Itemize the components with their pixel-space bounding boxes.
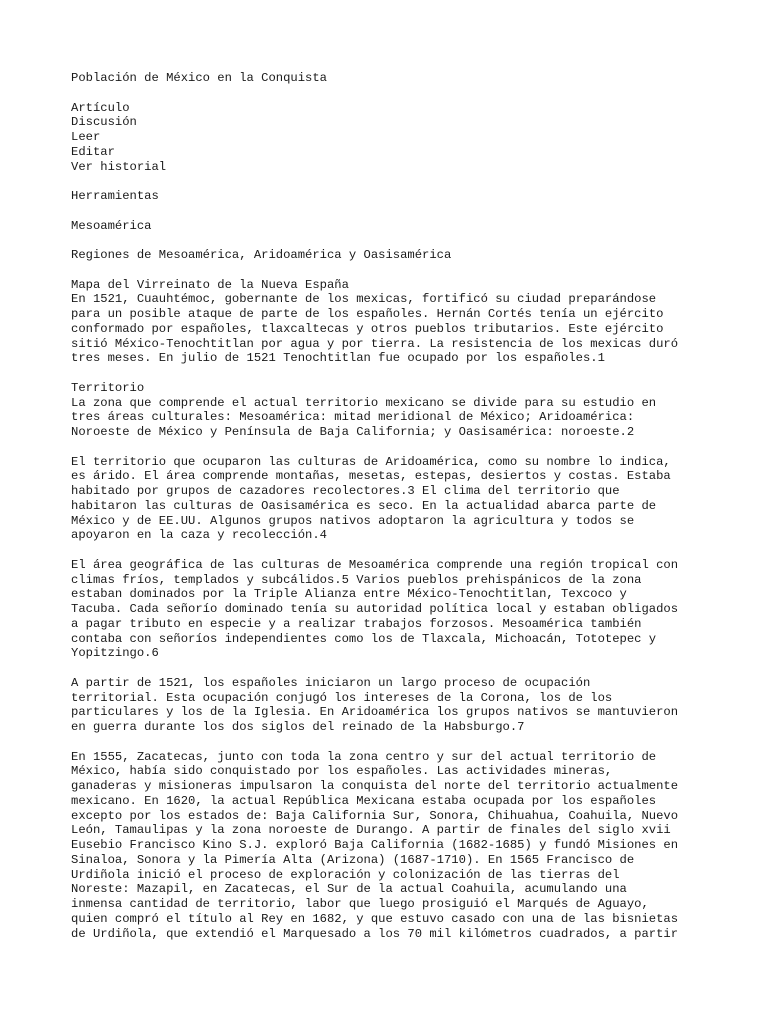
- spacer: [71, 661, 711, 676]
- text-line: tres meses. En julio de 1521 Tenochtitlan fue ocupado por los españoles.1: [71, 351, 605, 366]
- paragraph-zacatecas: [71, 750, 711, 942]
- text-line: conformado por españoles, tlaxcaltecas y otros pueblos tributarios. Este ejército: [71, 321, 664, 336]
- spacer: [71, 366, 711, 381]
- paragraph-aridoamerica: [71, 455, 711, 544]
- text-line: Noreste: Mazapil, en Zacatecas, el Sur de la actual Coahuila, acumulando una: [71, 882, 627, 897]
- page-menu: [71, 101, 711, 175]
- spacer: [71, 440, 711, 455]
- text-line: habitado por grupos de cazadores recolectores.3 El clima del territorio que: [71, 484, 620, 498]
- text-line: estaban dominados por la Triple Alianza entre México-Tenochtitlan, Texcoco y: [71, 587, 627, 602]
- text-line: Sinaloa, Sonora y la Pimería Alta (Arizona) (1687-1710). En 1565 Francisco de: [71, 852, 635, 867]
- text-line: A partir de 1521, los españoles iniciaron un largo proceso de ocupación: [71, 675, 591, 690]
- menu-item-discusion[interactable]: Discusión: [71, 115, 137, 130]
- text-line: México y de EE.UU. Algunos grupos nativos adoptaron la agricultura y todos se: [71, 513, 635, 528]
- menu-item-leer[interactable]: Leer: [71, 130, 101, 144]
- infobox-caption-map: Mapa del Virreinato de la Nueva España: [71, 277, 349, 292]
- text-line: En 1555, Zacatecas, junto con toda la zona centro y sur del actual territorio de: [71, 749, 657, 764]
- tools-menu[interactable]: Herramientas: [71, 189, 159, 203]
- text-line: Urdiñola inició el proceso de exploración y colonización de las tierras del: [71, 867, 620, 882]
- paragraph-areas: [71, 396, 711, 440]
- text-line: mexicano. En 1620, la actual República Mexicana estaba ocupada por los españoles: [71, 793, 657, 808]
- text-line: Yopitzingo.6: [71, 646, 159, 661]
- text-line: El territorio que ocuparon las culturas de Aridoamérica, como su nombre lo indica,: [71, 454, 671, 469]
- text-line: en guerra durante los dos siglos del reinado de la Habsburgo.7: [71, 720, 525, 734]
- section-heading-territorio: Territorio: [71, 380, 145, 395]
- text-line: de Urdiñola, que extendió el Marquesado a los 70 mil kilómetros cuadrados, a partir: [71, 926, 679, 941]
- text-line: Noroeste de México y Península de Baja California; y Oasisamérica: noroeste.2: [71, 425, 635, 439]
- menu-item-articulo[interactable]: Artículo: [71, 100, 130, 115]
- text-line: particulares y los de la Iglesia. En Aridoamérica los grupos nativos se mantuvieron: [71, 705, 679, 720]
- text-line: a pagar tributo en especie y a realizar trabajos forzosos. Mesoamérica también: [71, 616, 642, 631]
- text-line: El área geográfica de las culturas de Mesoamérica comprende una región tropical con: [71, 557, 679, 572]
- text-line: climas fríos, templados y subcálidos.5 Varios pueblos prehispánicos de la zona: [71, 572, 642, 587]
- text-line: es árido. El área comprende montañas, mesetas, estepas, desiertos y costas. Estaba: [71, 469, 671, 484]
- paragraph-ocupacion: [71, 676, 711, 735]
- infobox-caption-regions: Regiones de Mesoamérica, Aridoamérica y Oasisamérica: [71, 248, 452, 262]
- spacer: [71, 735, 711, 750]
- text-line: para un posible ataque de parte de los españoles. Hernán Cortés tenía un ejército: [71, 307, 664, 321]
- spacer: [71, 204, 711, 219]
- text-line: sitió México-Tenochtitlan por agua y por tierra. La resistencia de los mexicas duró: [71, 336, 679, 351]
- spacer: [71, 174, 711, 189]
- text-line: habitaron las culturas de Oasisamérica es seco. En la actualidad abarca parte de: [71, 498, 657, 513]
- page-title: Población de México en la Conquista: [71, 71, 327, 85]
- menu-item-ver-historial[interactable]: Ver historial: [71, 159, 167, 174]
- text-line: apoyaron en la caza y recolección.4: [71, 528, 327, 543]
- text-line: ganaderas y misioneras impulsaron la conquista del norte del territorio actualmente: [71, 779, 679, 793]
- text-line: Tacuba. Cada señorío dominado tenía su autoridad política local y estaban obligados: [71, 602, 679, 616]
- spacer: [71, 86, 711, 101]
- text-line: En 1521, Cuauhtémoc, gobernante de los mexicas, fortificó su ciudad preparándose: [71, 292, 657, 307]
- menu-item-editar[interactable]: Editar: [71, 144, 115, 159]
- paragraph-mesoamerica: [71, 558, 711, 661]
- text-line: excepto por los estados de: Baja California Sur, Sonora, Chihuahua, Coahuila, Nuevo: [71, 808, 679, 823]
- spacer: [71, 543, 711, 558]
- text-line: territorial. Esta ocupación conjugó los intereses de la Corona, los de los: [71, 690, 613, 705]
- spacer: [71, 263, 711, 278]
- text-line: León, Tamaulipas y la zona noroeste de Durango. A partir de finales del siglo xvii: [71, 823, 671, 838]
- document-page: [71, 71, 711, 941]
- text-line: inmensa cantidad de territorio, labor que luego prosiguió el Marqués de Aguayo,: [71, 897, 649, 911]
- text-line: contaba con señoríos independientes como los de Tlaxcala, Michoacán, Tototepec y: [71, 631, 657, 646]
- text-line: La zona que comprende el actual territorio mexicano se divide para su estudio en: [71, 395, 657, 410]
- spacer: [71, 233, 711, 248]
- text-line: Eusebio Francisco Kino S.J. exploró Baja California (1682-1685) y fundó Misiones en: [71, 838, 679, 852]
- infobox-title: Mesoamérica: [71, 218, 152, 233]
- text-line: México, había sido conquistado por los españoles. Las actividades mineras,: [71, 764, 613, 779]
- text-line: quien compró el título al Rey en 1682, y que estuvo casado con una de las bisnietas: [71, 911, 679, 926]
- intro-paragraph: [71, 292, 711, 366]
- text-line: tres áreas culturales: Mesoamérica: mitad meridional de México; Aridoamérica:: [71, 410, 635, 425]
